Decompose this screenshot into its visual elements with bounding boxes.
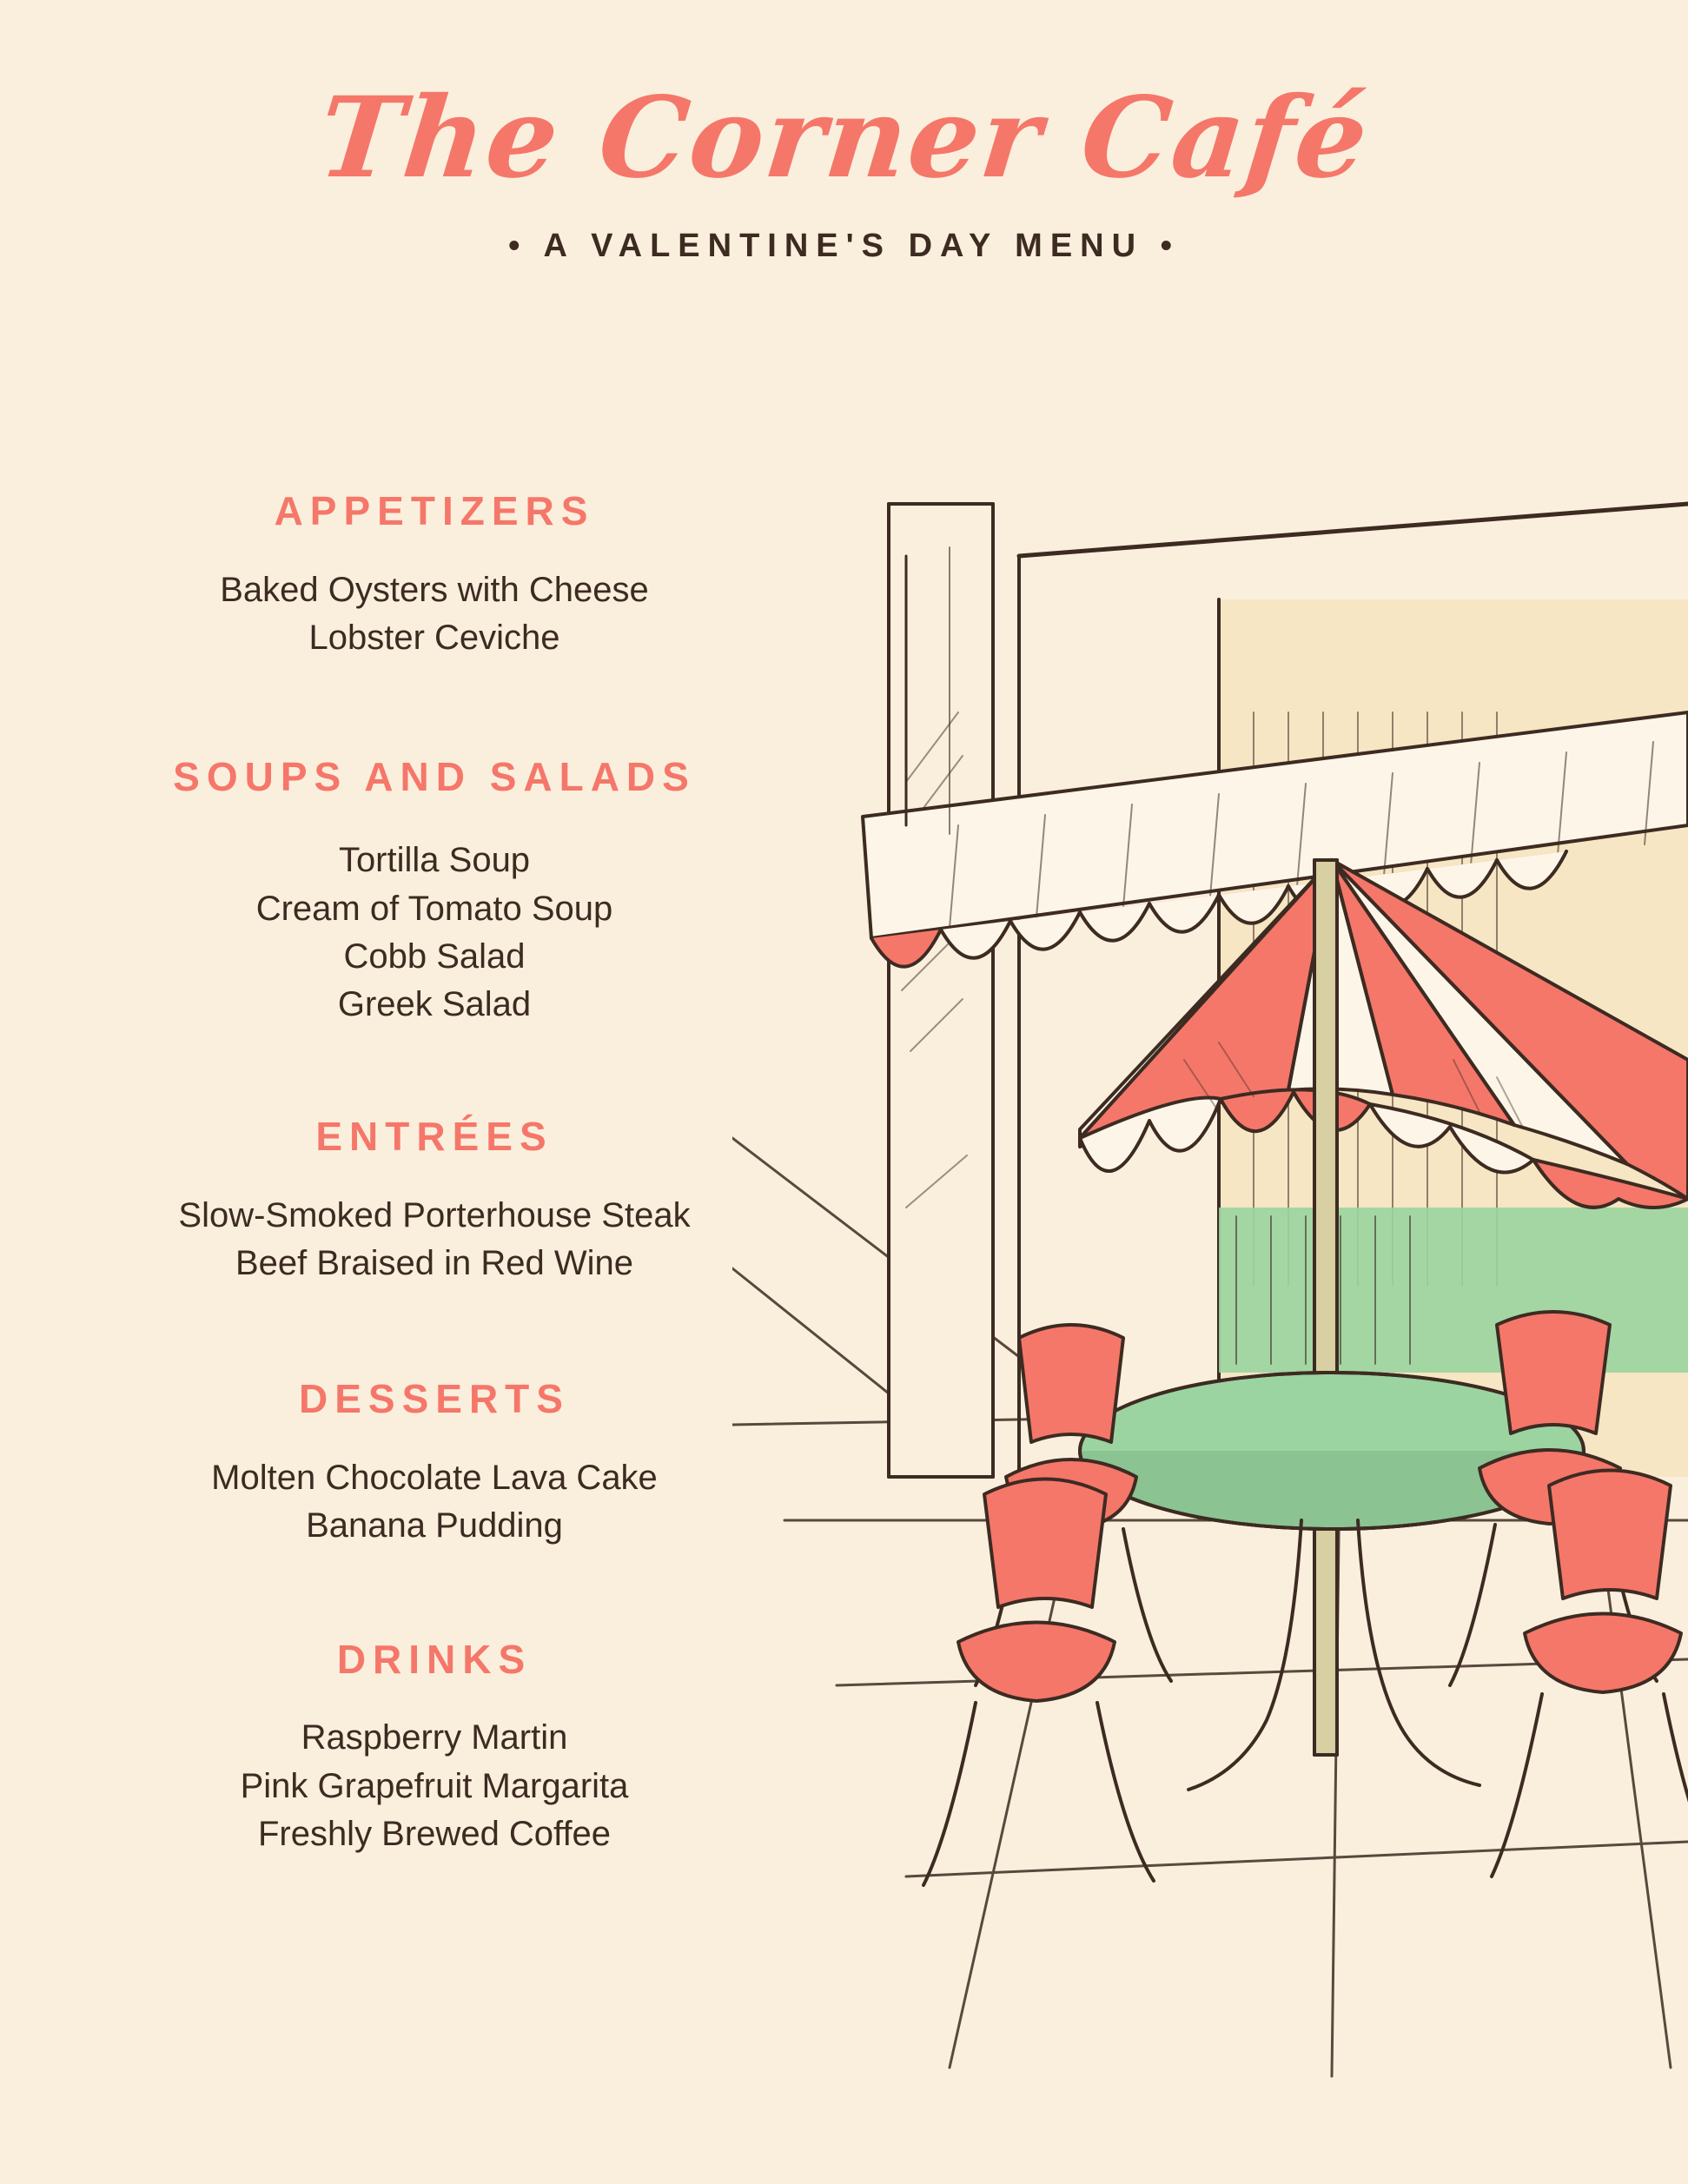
section-title: ENTRÉES: [315, 1114, 553, 1160]
menu-section-desserts: [78, 1374, 791, 1550]
menu-item: Cobb Salad: [343, 936, 526, 976]
menu-item: Tortilla Soup: [338, 841, 531, 880]
menu-sections: [78, 486, 791, 1858]
menu-section-entrees: [78, 1112, 791, 1287]
menu-item: Freshly Brewed Coffee: [257, 1814, 612, 1853]
cafe-terrace-illustration: [732, 452, 1688, 2102]
menu-item: Molten Chocolate Lava Cake: [211, 1458, 658, 1497]
menu-item: Lobster Ceviche: [308, 618, 560, 657]
menu-item: Beef Braised in Red Wine: [235, 1243, 633, 1282]
section-title: DESSERTS: [299, 1376, 570, 1421]
menu-item: Pink Grapefruit Margarita: [240, 1766, 629, 1805]
menu-item: Slow-Smoked Porterhouse Steak: [178, 1195, 691, 1234]
section-title: APPETIZERS: [274, 488, 595, 533]
section-title: DRINKS: [336, 1636, 533, 1682]
menu-item: Baked Oysters with Cheese: [220, 570, 649, 609]
menu-section-drinks: [78, 1635, 791, 1858]
menu-section-soups-and-salads: [78, 752, 791, 1029]
menu-header: [0, 0, 1688, 265]
menu-item: Cream of Tomato Soup: [255, 889, 613, 928]
menu-item: Raspberry Martin: [301, 1718, 568, 1757]
menu-item: Banana Pudding: [306, 1506, 563, 1545]
page-title: The Corner Café: [313, 73, 1375, 203]
menu-section-appetizers: [78, 486, 791, 662]
menu-item: Greek Salad: [337, 984, 532, 1023]
section-title: SOUPS AND SALADS: [173, 753, 696, 799]
menu-subtitle: • A VALENTINE'S DAY MENU •: [508, 228, 1180, 265]
